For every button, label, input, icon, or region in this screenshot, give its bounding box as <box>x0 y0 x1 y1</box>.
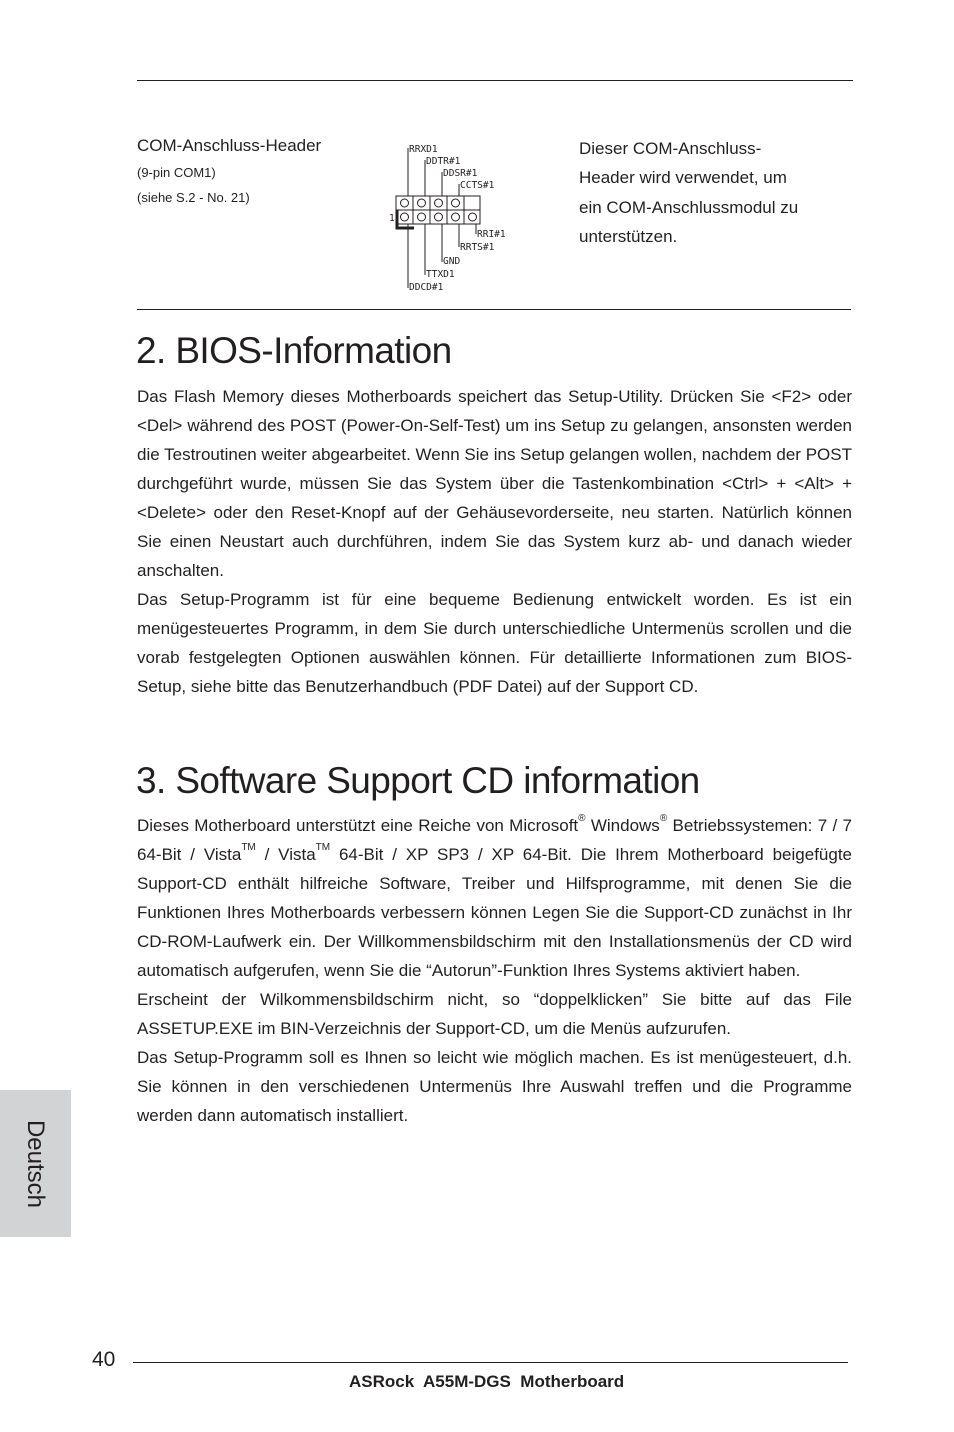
paragraph: Dieses Motherboard unterstützt eine Reiche von Microsoft® Windows® Betriebssystemen: 7 / 7 64-Bit / Vista™ / Vista™ 64-Bit / XP SP3 / XP 64-Bit. Die Ihrem Motherboard beigefügte Support-CD enthält hilfreiche Software, Treiber und Hilfsprogramme, mit denen Sie die Funktionen Ihres Motherboards verbessern können Legen Sie die Support-CD zunächst in Ihr CD-ROM-Laufwerk ein. Der Willkommensbildschirm mit den Installationsmenüs der CD wird automatisch aufgerufen, wenn Sie die “Autorun”-Funktion Ihres Systems aktiviert haben. <box>137 813 853 980</box>
language-tab <box>0 1090 71 1237</box>
pin-label: CCTS#1 <box>460 180 495 191</box>
com-header-reference: (siehe S.2 - No. 21) <box>137 190 250 205</box>
section-divider <box>137 309 851 310</box>
description-line: unterstützen. <box>579 226 678 246</box>
software-heading: 3. Software Support CD information <box>136 760 700 801</box>
com-header-pin-count: (9-pin COM1) <box>137 165 216 180</box>
pin-label: RRI#1 <box>477 229 506 240</box>
pin-1-marker: 1 <box>389 213 395 224</box>
com-header-description <box>579 134 854 251</box>
description-line: ein COM-Anschlussmodul zu <box>579 197 799 217</box>
pin-label: DDTR#1 <box>426 156 461 167</box>
description-line: Header wird verwendet, um <box>579 168 787 188</box>
paragraph: Das Setup-Programm soll es Ihnen so leicht wie möglich machen. Es ist menügesteuert, d.h. Sie können in den verschiedenen Untermenüs Ihre Auswahl treffen und die Programme werden dann automatisch installiert. <box>137 1048 852 1125</box>
paragraph: Das Setup-Programm ist für eine bequeme Bedienung entwickelt worden. Es ist ein menügesteuertes Programm, in dem Sie durch unterschiedliche Untermenüs scrollen und die vorab festgelegten Optionen auswählen können. Für detaillierte Informationen zum BIOS-Setup, siehe bitte das Benutzerhandbuch (PDF Datei) auf der Support CD. <box>137 590 852 696</box>
page-number: 40 <box>92 1348 116 1371</box>
language-tab-label: Deutsch <box>22 1119 49 1209</box>
bios-heading: 2. BIOS-Information <box>136 330 452 371</box>
pin-label: RRXD1 <box>409 144 438 155</box>
paragraph: Erscheint der Wilkommensbildschirm nicht, so “doppelklicken” Sie bitte auf das File ASSETUP.EXE im BIN-Verzeichnis der Support-CD, um die Menüs aufzurufen. <box>137 990 852 1038</box>
pin-label: GND <box>443 256 461 267</box>
com-pin-diagram <box>388 140 518 295</box>
pin-label: DDCD#1 <box>409 282 444 293</box>
pin-label: RRTS#1 <box>460 242 495 253</box>
paragraph: Das Flash Memory dieses Motherboards speichert das Setup-Utility. Drücken Sie <F2> oder <Del> während des POST (Power-On-Self-Test) um ins Setup zu gelangen, ansonsten werden die Testroutinen weiter abgearbeitet. Wenn Sie ins Setup gelangen wollen, nachdem der POST durchgeführt wurde, müssen Sie das System über die Tastenkombination <Ctrl> + <Alt> + <Delete> oder den Reset-Knopf auf der Gehäusevorderseite, neu starten. Natürlich können Sie einen Neustart auch durchführen, indem Sie das System kurz ab- und danach wieder anschalten. <box>137 387 852 580</box>
top-rule <box>137 80 853 81</box>
com-header-title: COM-Anschluss-Header <box>137 136 322 155</box>
description-line: Dieser COM-Anschluss- <box>579 139 762 158</box>
footer-title: ASRock A55M-DGS Motherboard <box>349 1372 625 1391</box>
pin-label: DDSR#1 <box>443 168 478 179</box>
com-header-label <box>137 136 377 206</box>
bios-body <box>137 382 852 701</box>
software-body <box>137 811 852 1130</box>
pin-label: TTXD1 <box>426 269 455 280</box>
footer-rule <box>133 1362 848 1363</box>
